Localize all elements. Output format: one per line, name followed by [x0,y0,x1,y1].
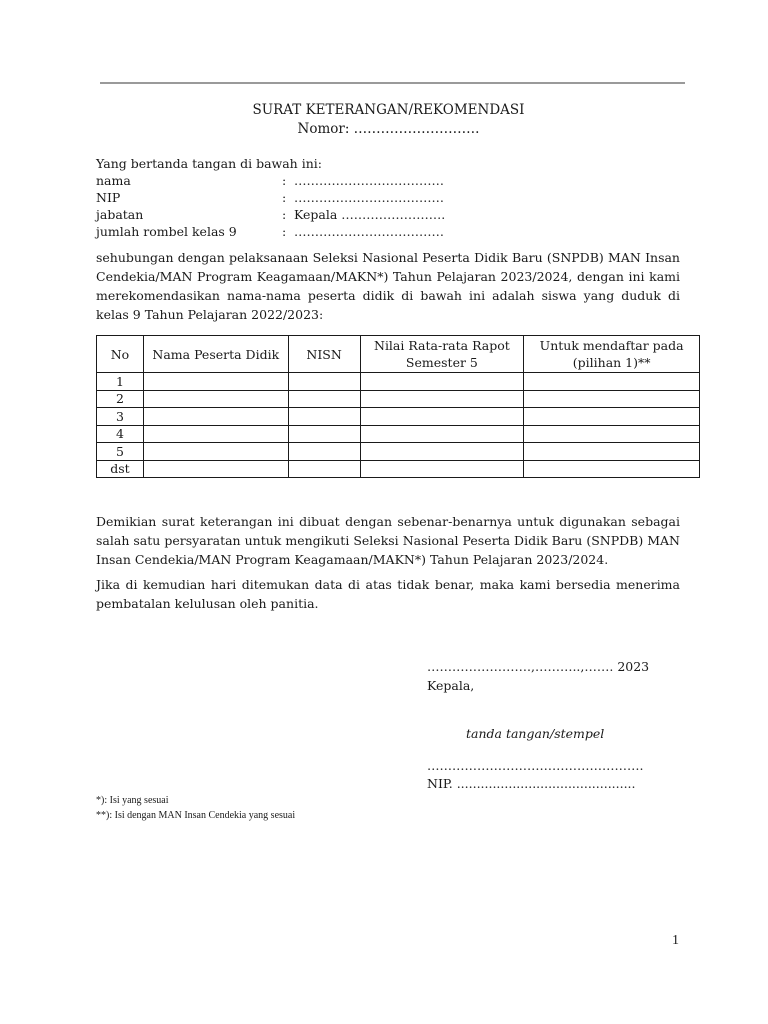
cell [524,373,700,391]
field-colon: : [282,207,287,222]
cell [524,425,700,443]
letter-header [96,101,681,139]
cell [143,390,288,408]
header-rule [100,82,685,84]
field-nama [96,172,686,189]
cell [360,408,524,426]
statement-paragraph: Jika di kemudian hari ditemukan data di atas tidak benar, maka kami bersedia menerima pembatalan kelulusan oleh panitia. [96,577,680,611]
table-row [97,460,700,478]
field-label: NIP [96,190,121,205]
field-label: nama [96,173,131,188]
table-row [97,425,700,443]
table-row [97,443,700,461]
student-table [96,335,700,478]
col-nama: Nama Peserta Didik [143,336,288,373]
table-row [97,373,700,391]
cell [143,443,288,461]
cell [143,460,288,478]
col-nilai: Nilai Rata-rata Rapot Semester 5 [360,336,524,373]
cell [524,390,700,408]
cell [143,425,288,443]
page-number: 1 [672,933,679,948]
row-number: 3 [97,408,144,426]
table-row [97,408,700,426]
footnote: **): Isi dengan MAN Insan Cendekia yang sesuai [96,810,296,821]
field-jumlah-rombel [96,223,686,240]
signature-stamp-note: tanda tangan/stempel [466,726,605,741]
cell [288,425,360,443]
field-nip [96,189,686,206]
signature-role: Kepala, [427,678,475,693]
closing-paragraph: Demikian surat keterangan ini dibuat dengan sebenar-benarnya untuk digunakan sebagai salah satu persyaratan untuk mengikuti Seleksi Nasional Peserta Didik Baru (SNPDB) MAN Insan Cendekia/MAN Program Keagamaan/MAKN*) Tahun Pelajaran 2023/2024. [96,514,680,567]
field-value: ……………………………… [294,224,444,239]
table-row [97,390,700,408]
cell [360,460,524,478]
signature-date: …………………….,………..,……. 2023 [427,659,650,674]
field-label: jumlah rombel kelas 9 [96,224,237,239]
cell [524,443,700,461]
cell [143,373,288,391]
cell [288,373,360,391]
col-no: No [97,336,144,373]
row-number: 5 [97,443,144,461]
recommendation-paragraph: sehubungan dengan pelaksanaan Seleksi Nasional Peserta Didik Baru (SNPDB) MAN Insan Cendekia/MAN Program Keagamaan/MAKN*) Tahun Pelajaran 2023/2024, dengan ini kami merekomendasikan nama-nama peserta didik di bawah ini adalah siswa yang duduk di kelas 9 Tahun Pelajaran 2022/2023: [96,250,680,322]
cell [143,408,288,426]
cell [288,460,360,478]
signatory-section [96,155,686,240]
letter-number: Nomor: ………………………. [297,121,480,137]
field-value: Kepala ……………………. [294,207,446,222]
cell [360,390,524,408]
field-label: jabatan [96,207,144,222]
signature-name-line: ……………………………………………. [427,758,644,773]
footnotes [96,793,295,823]
field-colon: : [282,173,287,188]
row-number: dst [97,460,144,478]
field-value: ……………………………… [294,173,444,188]
field-jabatan [96,206,686,223]
field-colon: : [282,224,287,239]
col-nisn: NISN [288,336,360,373]
footnote: *): Isi yang sesuai [96,795,169,806]
intro-opening: Yang bertanda tangan di bawah ini: [96,156,322,171]
signature-nip: NIP. ............................................. [427,776,636,791]
cell [360,443,524,461]
row-number: 1 [97,373,144,391]
cell [288,408,360,426]
row-number: 2 [97,390,144,408]
table-header-row [97,336,700,373]
col-pilihan: Untuk mendaftar pada (pilihan 1)** [524,336,700,373]
row-number: 4 [97,425,144,443]
cell [288,390,360,408]
cell [360,373,524,391]
cell [524,408,700,426]
cell [288,443,360,461]
field-colon: : [282,190,287,205]
cell [524,460,700,478]
cell [360,425,524,443]
field-value: ……………………………… [294,190,444,205]
letter-title: SURAT KETERANGAN/REKOMENDASI [252,102,525,118]
